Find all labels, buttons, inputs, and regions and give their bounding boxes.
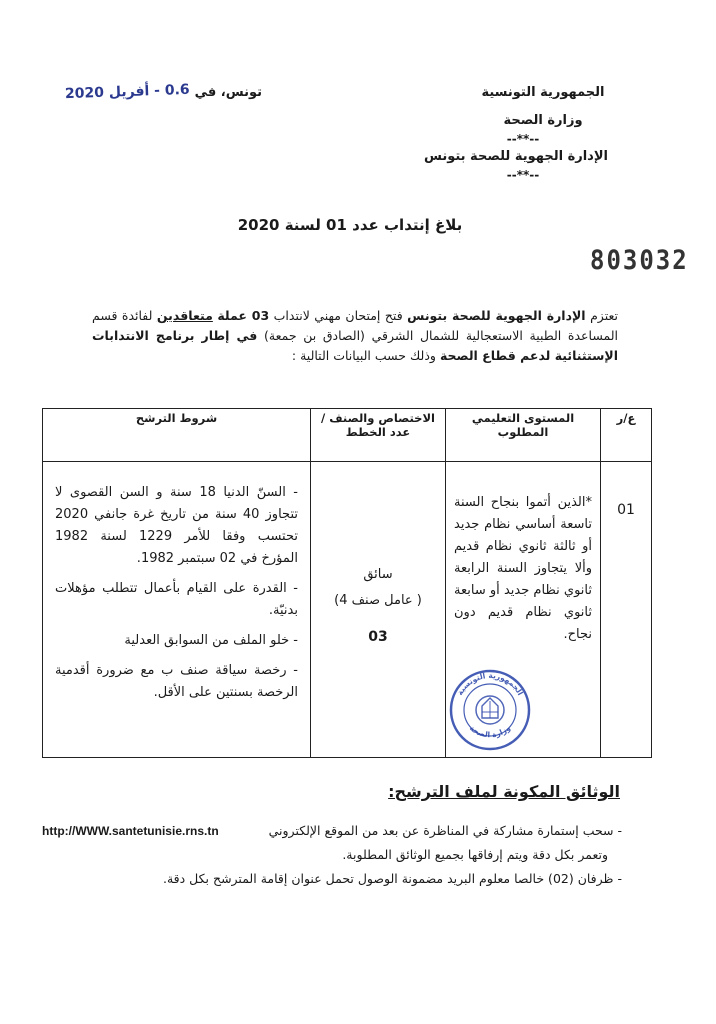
intro-contract-type: متعاقدين <box>156 308 213 323</box>
spec-grade: ( عامل صنف 4) <box>334 593 422 608</box>
intro-text: تعتزم <box>590 308 618 323</box>
letterhead <box>408 82 608 182</box>
condition-item: - القدرة على القيام بأعمال تتطلب مؤهلات بدنيّة. <box>55 581 298 618</box>
document-number: 803032 <box>590 244 689 276</box>
intro-program: في إطار برنامج الانتدابات الإستثنائية لدعم قطاع الصحة <box>92 328 618 363</box>
list-item <box>42 820 622 842</box>
header-spec: الاختصاص والصنف / عدد الخطط <box>311 409 446 462</box>
header-num: ع/ر <box>601 409 652 462</box>
letterhead-separator: --**-- <box>506 168 540 182</box>
letterhead-region: الإدارة الجهوية للصحة بتونس <box>423 149 608 164</box>
seal-text-bottom: وزارة الصحة <box>467 723 513 740</box>
positions-count: 03 <box>368 629 388 645</box>
document-item-text: - سحب إستمارة مشاركة في المناظرة عن بعد من الموقع الإلكتروني <box>268 823 622 838</box>
announcement-title: بلاغ إنتداب عدد 01 لسنة 2020 <box>237 216 463 234</box>
intro-workers-count: 03 عملة <box>217 308 270 323</box>
row-num: 01 <box>601 462 652 758</box>
list-item: وتعمر بكل دقة ويتم إرفاقها بجميع الوثائق المطلوبة. <box>342 847 608 862</box>
date-line <box>62 81 262 103</box>
documents-list <box>42 820 622 892</box>
requirements-table <box>42 408 652 758</box>
condition-item: - رخصة سياقة صنف ب مع ضرورة أقدمية الرخصة بسنتين على الأقل. <box>55 663 298 700</box>
date-place: تونس، في <box>194 85 262 100</box>
letterhead-separator: --**-- <box>506 132 540 146</box>
documents-title: الوثائق المكونة لملف الترشح: <box>388 782 620 801</box>
intro-authority: الإدارة الجهوية للصحة بتونس <box>407 308 586 323</box>
row-conditions <box>43 462 311 758</box>
website-link[interactable]: http://WWW.santetunisie.rns.tn <box>42 824 219 838</box>
official-seal <box>448 668 532 752</box>
spec-name: سائق <box>363 567 393 582</box>
condition-item: - خلو الملف من السوابق العدلية <box>124 633 298 648</box>
intro-text: وذلك حسب البيانات التالية : <box>291 348 436 363</box>
intro-text: فتح إمتحان مهني لانتداب <box>273 308 403 323</box>
intro-text: لفائدة قسم المساعدة الطبية الاستعجالية للشمال الشرقي (الصادق بن جمعة) <box>92 308 618 343</box>
table-row <box>43 462 652 758</box>
header-level: المستوى التعليمي المطلوب <box>446 409 601 462</box>
list-item: - ظرفان (02) خالصا معلوم البريد مضمونة الوصول تحمل عنوان إقامة المترشح بكل دقة. <box>162 871 622 886</box>
letterhead-ministry: وزارة الصحة <box>503 113 583 128</box>
letterhead-country: الجمهورية التونسية <box>481 85 605 100</box>
row-level: *الذين أتموا بنجاح السنة تاسعة أساسي نظام جديد أو ثالثة ثانوي نظام قديم وألا يتجاوز السنة الرابعة ثانوي نظام جديد أو سابعة ثانوي نظام قديم دون نجاح. <box>446 462 601 758</box>
condition-item: - السنّ الدنيا 18 سنة و السن القصوى لا تتجاوز 40 سنة من تاريخ غرة جانفي 2020 تحتسب وفقا للأمر 1229 لسنة 1982 المؤرخ في 02 سبتمبر 1982. <box>55 485 298 566</box>
intro-paragraph <box>92 306 618 366</box>
date-stamp: 0.6 - أفريل 2020 <box>65 81 191 103</box>
seal-text-top: الجمهورية التونسية <box>455 670 525 697</box>
header-conditions: شروط الترشح <box>43 409 311 462</box>
svg-text:وزارة الصحة <box>468 723 512 739</box>
row-spec <box>311 462 446 758</box>
